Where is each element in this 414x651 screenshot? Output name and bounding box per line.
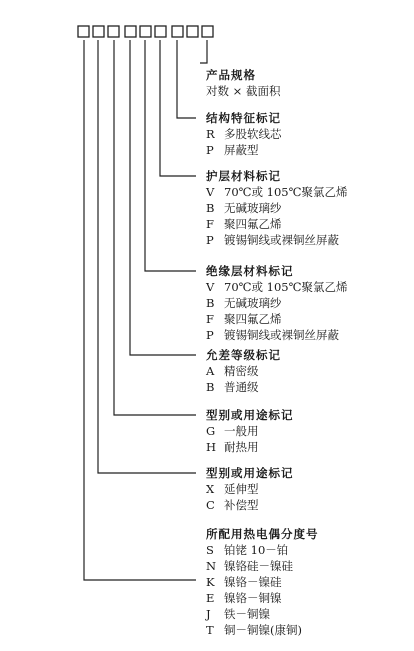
structure-item: [206, 126, 282, 142]
sheath-item: [206, 232, 339, 248]
insulation-text: 无碱玻璃纱: [224, 296, 282, 310]
thermocouple-item: [206, 542, 288, 558]
thermocouple-item: [206, 558, 293, 574]
usage2-code: X: [206, 482, 215, 496]
tolerance-item: [206, 379, 259, 395]
code-box-structure: [172, 26, 183, 37]
structure-code: P: [206, 143, 214, 157]
thermocouple-item: [206, 606, 270, 622]
leader-tolerance: [130, 40, 196, 355]
thermocouple-code: T: [206, 623, 214, 637]
insulation-code: B: [206, 296, 215, 310]
code-box-sheath: [155, 26, 166, 37]
thermocouple-text: 铁－铜镍: [224, 607, 270, 621]
insulation-code: P: [206, 328, 214, 342]
leader-sheath: [160, 40, 196, 176]
sheath-item: [206, 200, 282, 216]
thermocouple-text: 镍铬硅－镍硅: [224, 559, 293, 573]
thermocouple-code: J: [206, 607, 211, 621]
sheath-text: 聚四氟乙烯: [224, 217, 282, 231]
usage2-item: [206, 497, 259, 513]
sheath-text: 70℃或 105℃聚氯乙烯: [224, 185, 348, 199]
insulation-code: F: [206, 312, 214, 326]
structure-text: 屏蔽型: [224, 143, 259, 157]
leader-usage2: [98, 40, 196, 473]
usage1-item: [206, 423, 259, 439]
sheath-item: [206, 184, 347, 200]
code-box-spec-1: [187, 26, 198, 37]
sheath-code: F: [206, 217, 214, 231]
thermocouple-code: E: [206, 591, 215, 605]
insulation-item: [206, 295, 282, 311]
leader-spec: [200, 40, 207, 63]
structure-text: 多股软线芯: [224, 127, 282, 141]
usage2-text: 延伸型: [224, 482, 259, 496]
spec-title: 产品规格: [206, 68, 256, 82]
thermocouple-code: S: [206, 543, 214, 557]
spec-desc: 对数 × 截面积: [206, 84, 281, 98]
usage1-text: 耐热用: [224, 440, 259, 454]
code-box-usage1: [108, 26, 119, 37]
tolerance-code: B: [206, 380, 215, 394]
tolerance-text: 精密级: [224, 364, 259, 378]
thermocouple-item: [206, 590, 282, 606]
usage1-code: H: [206, 440, 217, 454]
insulation-text: 聚四氟乙烯: [224, 312, 282, 326]
thermocouple-text: 镍铬－铜镍: [224, 591, 282, 605]
leader-insulation: [145, 40, 196, 271]
insulation-title: 绝缘层材料标记: [206, 264, 294, 278]
tolerance-item: [206, 363, 259, 379]
code-box-insulation: [140, 26, 151, 37]
usage2-code: C: [206, 498, 215, 512]
code-box-thermocouple: [78, 26, 89, 37]
thermocouple-text: 镍铬－镍硅: [224, 575, 282, 589]
thermocouple-text: 铜－铜镍(康铜): [224, 623, 302, 637]
sheath-code: V: [206, 185, 215, 199]
sheath-item: [206, 216, 282, 232]
tolerance-title: 允差等级标记: [206, 348, 281, 362]
structure-code: R: [206, 127, 215, 141]
thermocouple-code: N: [206, 559, 217, 573]
insulation-item: [206, 279, 347, 295]
thermocouple-text: 铂铑 10－铂: [224, 543, 289, 557]
sheath-code: P: [206, 233, 214, 247]
insulation-item: [206, 327, 339, 343]
sheath-title: 护层材料标记: [206, 169, 281, 183]
leader-usage1: [114, 40, 196, 415]
sheath-code: B: [206, 201, 215, 215]
leader-thermocouple: [84, 40, 196, 580]
insulation-code: V: [206, 280, 215, 294]
leader-structure: [177, 40, 196, 118]
usage1-text: 一般用: [224, 424, 259, 438]
usage1-item: [206, 439, 259, 455]
usage2-title: 型别或用途标记: [206, 466, 294, 480]
thermocouple-title: 所配用热电偶分度号: [206, 527, 319, 541]
thermocouple-item: [206, 622, 302, 638]
code-box-spec-2: [202, 26, 213, 37]
tolerance-text: 普通级: [224, 380, 259, 394]
insulation-text: 70℃或 105℃聚氯乙烯: [224, 280, 348, 294]
usage1-title: 型别或用途标记: [206, 408, 294, 422]
sheath-text: 无碱玻璃纱: [224, 201, 282, 215]
insulation-text: 镀锡铜线或裸铜丝屏蔽: [224, 328, 339, 342]
tolerance-code: A: [206, 364, 215, 378]
thermocouple-code: K: [206, 575, 215, 589]
usage2-item: [206, 481, 259, 497]
structure-item: [206, 142, 259, 158]
usage2-text: 补偿型: [224, 498, 259, 512]
usage1-code: G: [206, 424, 216, 438]
thermocouple-item: [206, 574, 282, 590]
code-box-tolerance: [125, 26, 136, 37]
sheath-text: 镀锡铜线或裸铜丝屏蔽: [224, 233, 339, 247]
structure-title: 结构特征标记: [206, 111, 281, 125]
insulation-item: [206, 311, 282, 327]
code-box-usage2: [93, 26, 104, 37]
